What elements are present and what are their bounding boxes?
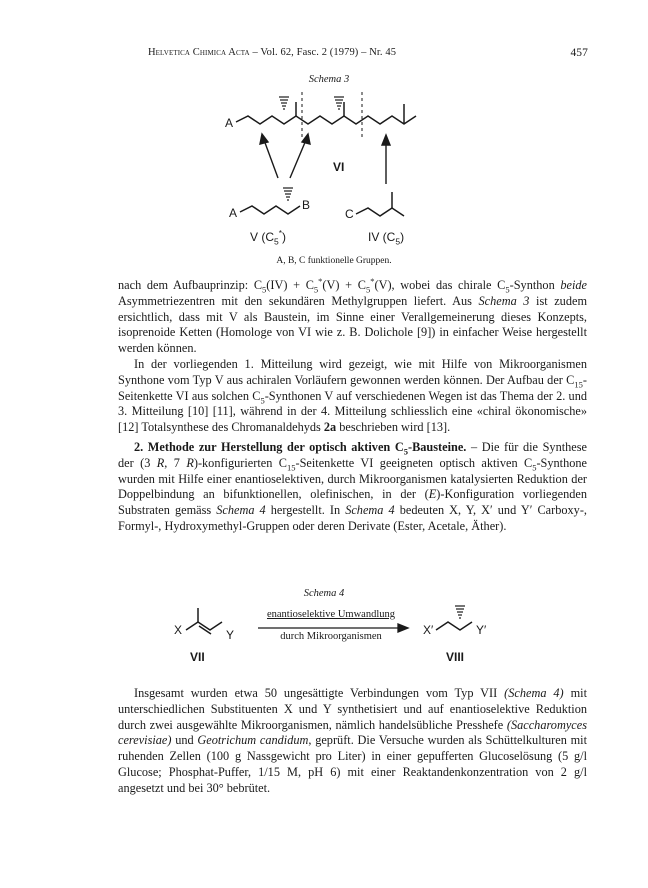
atom-x: X [174, 623, 183, 637]
scheme3-caption: A, B, C funktionelle Gruppen. [276, 256, 392, 266]
label-v: V $(C_5^*)$ [250, 228, 287, 247]
label-vi: VI [333, 160, 345, 174]
paragraph-aufbauprinzip: nach dem Aufbauprinzip: $C_5(IV) + C_5^*(V) + C_5^*(V)$, wobei das chirale $C_5$-Synthon beide Asymmetriezentren mit den sekundären Methylgruppen liefert. Aus Schema 3 ist zudem ersichtlich, dass mit V als Baustein, im Sinne einer Verallgemeinerung dieses Konzepts, isoprenoide Ketten (Homologe von VI wie z. B. Dolichole [9]) in einfacher Weise hergestellt werden können. [118, 275, 588, 356]
dashed-dividers [302, 92, 362, 140]
label-vii: VII [190, 650, 205, 664]
arrow-label-bottom: durch Mikroorganismen [280, 631, 382, 642]
label-iv: IV $(C_5)$ [368, 230, 405, 247]
journal-issue: – Vol. 62, Fasc. 2 (1979) – Nr. 45 [252, 47, 397, 58]
section-heading: 2. Methode zur Herstellung der optisch aktiven $C_5$-Bausteine. [134, 439, 467, 457]
atom-x-prime: X′ [423, 623, 434, 637]
compound-v-hash [283, 188, 293, 200]
compound-iv [356, 192, 404, 216]
page-number: 457 [570, 47, 588, 59]
scheme4-title: Schema 4 [303, 588, 345, 599]
arrow-label-top: enantioselektive Umwandlung [266, 609, 395, 620]
scheme3-title: Schema 3 [308, 74, 350, 85]
paragraph-methode: 2. Methode zur Herstellung der optisch aktiven $C_5$-Bausteine. – Die für die Synthese der (3 R, 7 R)-konfigurierten $C_{15}$-Seitenkette VI geeigneten optisch aktiven $C_5$-Synthone wurden mit Hilfe einer enantioselektiven, durch Mikroorganismen katalysierten Reduktion der Doppelbindung an bifunktionellen, olefinischen, in der (E)-Konfiguration vorliegenden Substraten gemäss Schema 4 hergestellt. In Schema 4 bedeuten X, Y, X′ und Y′ Carboxy-, Formyl-, Hydroxymethyl-Gruppen oder deren Derivate (Ester, Acetale, Äther). [118, 439, 588, 533]
journal-name: Helvetica Chimica Acta [148, 47, 250, 58]
stereo-hash-2 [334, 97, 344, 109]
compound-vii [186, 608, 222, 634]
paragraph-mitteilung: In der vorliegenden 1. Mitteilung wird gezeigt, wie mit Hilfe von Mikroorganismen Synthone vom Typ V aus achiralen Vorläufern gewonnen werden können. Der Aufbau der $C_{15}$-Seitenkette VI aus solchen $C_5$-Synthonen V auf verschiedenen Wegen ist das Thema der 2. und 3. Mitteilung [10] [11], während in der 4. Mitteilung schliesslich eine «chiral ökonomische» [12] Totalsynthese des Chromanaldehyds 2a beschrieben wird [13]. [118, 356, 587, 435]
atom-y-prime: Y′ [476, 623, 487, 637]
compound-v [240, 206, 300, 214]
paragraph-insgesamt: Insgesamt wurden etwa 50 ungesättigte Verbindungen vom Typ VII (Schema 4) mit unterschiedlichen Substituenten X und Y synthetisiert und auf enantioselektive Reduktion durch zwei ausgewählte Mikroorganismen, nämlich handelsübliche Presshefe (Saccharomyces cerevisiae) und Geotrichum candidum, geprüft. Die Versuche wurden als Schüttelkulturen mit ruhenden Zellen (100 g Nassgewicht pro Liter) in einer gepufferten Glucoselösung (5 g/l Glucose; Phosphat-Puffer, 1/15 M, pH 6) mit einer Reaktandenkonzentration von 2 g/l angesetzt und bei 30° bebrütet. [118, 686, 588, 795]
atom-b-v: B [302, 198, 311, 212]
body-text-upper [118, 275, 588, 535]
atom-a-v: A [229, 206, 238, 220]
atom-y: Y [226, 628, 235, 642]
label-viii: VIII [446, 650, 465, 664]
compound-viii [436, 622, 472, 630]
atom-a-chain: A [225, 116, 234, 130]
synthesis-arrows [260, 134, 390, 184]
stereo-hash-1 [279, 97, 289, 109]
atom-c-iv: C [345, 207, 354, 221]
chain-vi-backbone [236, 116, 416, 124]
compound-viii-hash [455, 606, 465, 618]
chain-vi [236, 102, 416, 124]
body-text-lower [118, 686, 587, 797]
